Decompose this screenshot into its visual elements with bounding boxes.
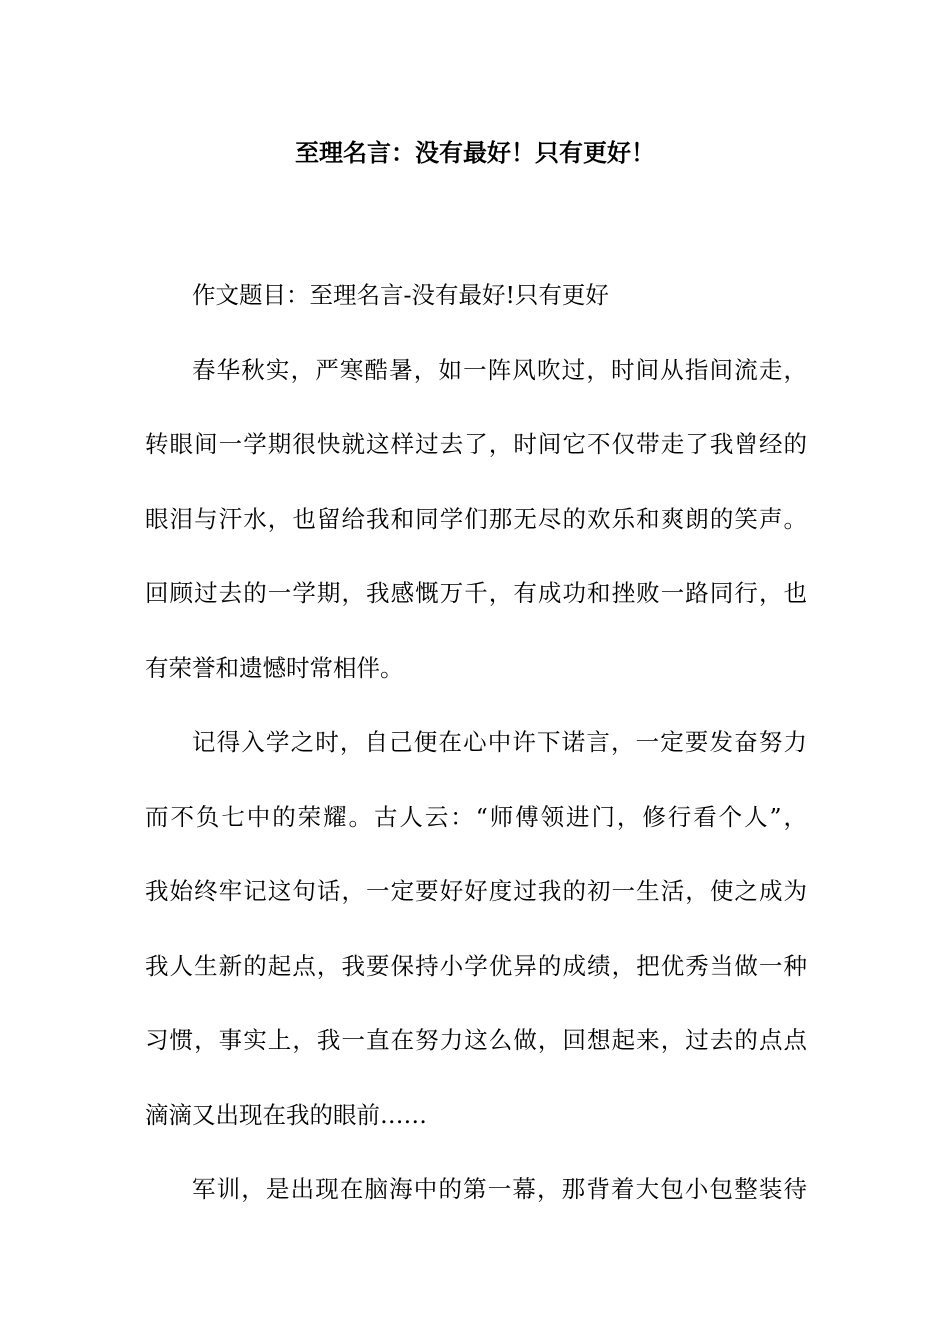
body-line-5: 回顾过去的一学期，我感慨万千，有成功和挫败一路同行，也 xyxy=(145,579,807,607)
body-line-9: 我始终牢记这句话，一定要好好度过我的初一生活，使之成为 xyxy=(145,877,807,905)
body-line-11: 习惯，事实上，我一直在努力这么做，回想起来，过去的点点 xyxy=(145,1026,807,1054)
document-title: 至理名言：没有最好！只有更好！ xyxy=(295,139,655,167)
body-line-4: 眼泪与汗水，也留给我和同学们那无尽的欢乐和爽朗的笑声。 xyxy=(145,504,807,533)
body-line-10: 我人生新的起点，我要保持小学优异的成绩，把优秀当做一种 xyxy=(145,951,807,980)
document-body xyxy=(145,258,807,1227)
body-line-12: 滴滴又出现在我的眼前…… xyxy=(145,1100,427,1129)
body-line-13: 军训，是出现在脑海中的第一幕，那背着大包小包整装待 xyxy=(192,1175,807,1203)
body-line-1: 作文题目：至理名言-没有最好!只有更好 xyxy=(192,281,609,309)
body-line-8: 而不负七中的荣耀。古人云：“师傅领进门，修行看个人”， xyxy=(145,802,807,831)
body-line-6: 有荣誉和遗憾时常相伴。 xyxy=(145,653,404,682)
body-line-3: 转眼间一学期很快就这样过去了，时间它不仅带走了我曾经的 xyxy=(145,430,807,458)
body-line-2: 春华秋实，严寒酷暑，如一阵风吹过，时间从指间流走， xyxy=(192,355,807,384)
body-line-7: 记得入学之时，自己便在心中许下诺言，一定要发奋努力 xyxy=(192,728,807,756)
